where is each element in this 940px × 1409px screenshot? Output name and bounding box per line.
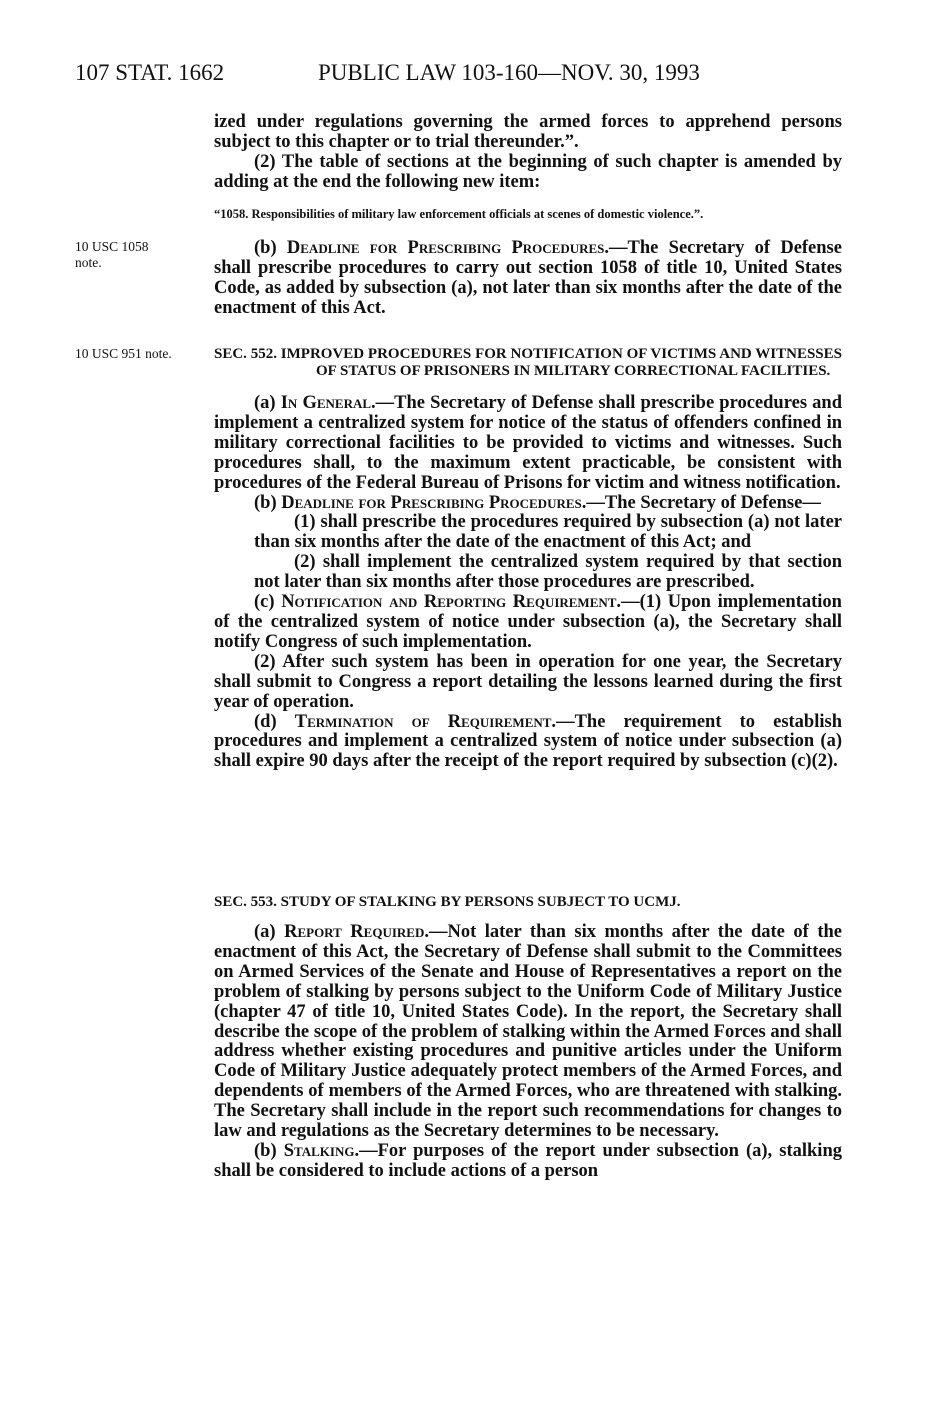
- page-law-title: PUBLIC LAW 103-160—NOV. 30, 1993: [318, 60, 700, 85]
- continuation-block: [214, 113, 842, 193]
- amendment-paragraph: (2) The table of sections at the beginning of such chapter is amended by adding at the end the following new item:: [214, 151, 842, 192]
- subsection-text: —(1) Upon implementation of the centralized system of notice under subsection (a), the Secretary shall notify Congress of such implementation.: [214, 592, 842, 652]
- section-553-heading: SEC. 553. STUDY OF STALKING BY PERSONS SUBJECT TO UCMJ.: [214, 894, 681, 910]
- margin-note-usc-951: 10 USC 951 note.: [75, 346, 172, 361]
- subsection-label: (b): [254, 1140, 284, 1161]
- section-552-a: [214, 394, 842, 494]
- margin-note-usc-1058: [75, 239, 210, 271]
- subsection-heading: Report Required.: [284, 922, 429, 942]
- subsection-label: (d): [254, 711, 295, 732]
- subsection-label: (b): [254, 238, 287, 258]
- subsection-heading: Termination of Requirement.: [294, 711, 557, 732]
- subsection-heading: In General.: [280, 393, 376, 413]
- section-552-b: [214, 494, 842, 514]
- continuation-paragraph: ized under regulations governing the armed forces to apprehend persons subject to this chapter or to trial thereunder.”.: [214, 112, 842, 152]
- margin-note-line: 10 USC 1058: [75, 239, 149, 254]
- subsection-heading: Notification and Reporting Requirement.: [281, 592, 622, 613]
- subsection-heading: Deadline for Prescribing Procedures.: [286, 238, 610, 258]
- subsection-label: (c): [254, 592, 282, 613]
- subsection-label: (a): [254, 393, 281, 413]
- margin-note-line: note.: [75, 255, 102, 270]
- subsection-text: —The Secretary of Defense shall prescribe procedures and implement a centralized system for notice of the status of offenders confined in military correctional facilities to be provided to victims and witnesses. Such procedures shall, to the maximum extent practicable, be consistent with procedures of the Federal Bureau of Prisons for victim and witness notification.: [214, 393, 842, 493]
- section-552: [214, 346, 842, 772]
- subsection-label: (b): [254, 492, 282, 513]
- section-553-b: [214, 1142, 842, 1182]
- section-552-b-2: (2) shall implement the centralized system required by that section not later than six months after those procedures are prescribed.: [254, 552, 842, 593]
- section-552-c-2: (2) After such system has been in operation for one year, the Secretary shall submit to Congress a report detailing the lessons learned during the first year of operation.: [214, 651, 842, 712]
- section-552-c: [214, 593, 842, 653]
- section-552-d: [214, 713, 842, 773]
- subsection-label: (a): [254, 922, 285, 942]
- section-552-heading: SEC. 552. IMPROVED PROCEDURES FOR NOTIFICATION OF VICTIMS AND WITNESSES OF STATUS OF PRISONERS IN MILITARY CORRECTIONAL FACILITIES.: [214, 346, 842, 379]
- page-stat-citation: 107 STAT. 1662: [75, 60, 225, 85]
- deadline-paragraph: [214, 239, 842, 319]
- section-553-a: [214, 923, 842, 1142]
- subsection-text: —The requirement to establish procedures and implement a centralized system of notice under subsection (a) shall expire 90 days after the receipt of the report required by subsection (c)(2).: [214, 711, 842, 772]
- deadline-block: [214, 239, 842, 319]
- subsection-text: —The Secretary of Defense shall prescribe procedures to carry out section 1058 of title 10, United States Code, as added by subsection (a), not later than six months after the date of the enactment of this Act.: [214, 238, 842, 318]
- subsection-heading: Stalking.: [283, 1140, 360, 1161]
- section-553: [214, 894, 842, 1182]
- table-of-sections-item: “1058. Responsibilities of military law enforcement officials at scenes of domestic violence.”.: [214, 207, 704, 221]
- subsection-heading: Deadline for Prescribing Procedures.: [281, 492, 587, 513]
- subsection-text: —For purposes of the report under subsection (a), stalking shall be considered to include actions of a person: [214, 1140, 842, 1181]
- subsection-text: —Not later than six months after the date of the enactment of this Act, the Secretary of Defense shall submit to the Committees on Armed Services of the Senate and House of Representatives a report on the problem of stalking by persons subject to the Uniform Code of Military Justice (chapter 47 of title 10, United States Code). In the report, the Secretary shall describe the scope of the problem of stalking within the Armed Forces and shall address whether existing procedures and punitive articles under the Uniform Code of Military Justice adequately protect members of the Armed Forces, and dependents of members of the Armed Forces, who are threatened with stalking. The Secretary shall include in the report such recommendations for changes to law and regulations as the Secretary determines to be necessary.: [214, 922, 842, 1142]
- subsection-text: —The Secretary of Defense—: [586, 492, 821, 513]
- section-552-b-1: (1) shall prescribe the procedures required by subsection (a) not later than six months after the date of the enactment of this Act; and: [254, 512, 842, 553]
